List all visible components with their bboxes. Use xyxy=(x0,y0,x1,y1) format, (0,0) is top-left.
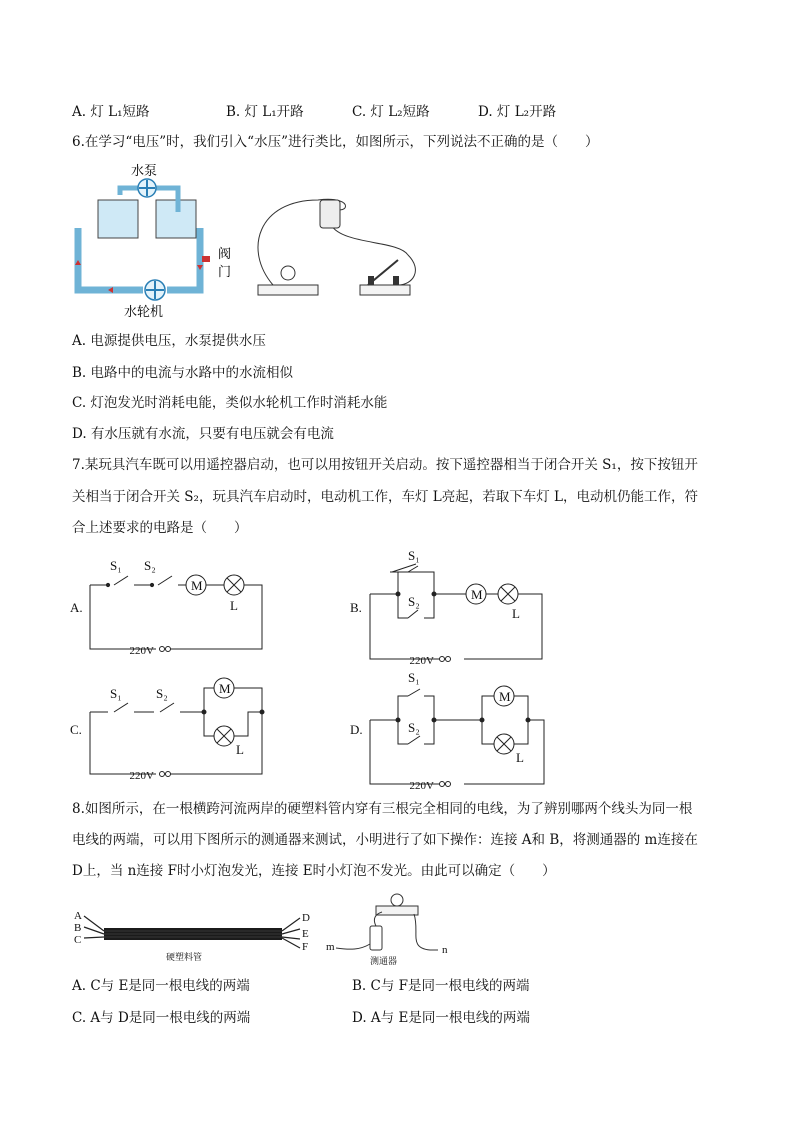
circuit-c-l: L xyxy=(236,742,244,757)
pipe-label: 硬塑料管 xyxy=(166,953,203,963)
bulb-icon xyxy=(281,266,295,280)
circuit-b-label: B. xyxy=(350,600,362,615)
lamp-board xyxy=(258,285,318,295)
q6-option-a: A. 电源提供电压，水泵提供水压 xyxy=(72,333,266,349)
q6-option-b: B. 电路中的电流与水路中的水流相似 xyxy=(72,365,294,381)
q6-stem: 6.在学习“电压”时，我们引入“水压”进行类比，如图所示，下列说法不正确的是（ ） xyxy=(72,134,599,150)
circuit-d-s2: S₂ xyxy=(408,720,420,735)
q8-stem-line2: 电线的两端，可以用下图所示的测通器来测试，小明进行了如下操作：连接 A和 B，将测通器的 m连接在 xyxy=(72,832,698,848)
circuit-c-s1: S₁ xyxy=(110,686,122,701)
q8-option-a: A. C与 E是同一根电线的两端 xyxy=(72,978,250,994)
circuit-c-v: 220V xyxy=(129,770,154,782)
end-label-c: C xyxy=(74,934,82,946)
circuit-b-s2: S₂ xyxy=(408,594,420,609)
q7-stem-line1: 7.某玩具汽车既可以用遥控器启动，也可以用按钮开关启动。按下遥控器相当于闭合开关 S₁，按下按钮开 xyxy=(72,457,698,473)
circuit-a-s2: S₂ xyxy=(144,558,156,573)
circuit-a-label: A. xyxy=(70,600,83,615)
circuit-b-l: L xyxy=(512,606,520,621)
end-label-a: A xyxy=(74,910,82,922)
q5-option-b: B. 灯 L₁开路 xyxy=(226,104,304,120)
circuit-a-m: M xyxy=(191,578,203,593)
end-label-d: D xyxy=(302,912,310,924)
q6-option-c: C. 灯泡发光时消耗电能，类似水轮机工作时消耗水能 xyxy=(72,395,388,411)
circuit-a-l: L xyxy=(230,598,238,613)
turbine-label: 水轮机 xyxy=(124,305,164,320)
circuit-d-label: D. xyxy=(350,722,363,737)
q8-stem-line1: 8.如图所示，在一根横跨河流两岸的硬塑料管内穿有三根完全相同的电线，为了辨别哪两个线头为同一根 xyxy=(72,801,693,817)
lead-m xyxy=(336,944,370,949)
valve-label-1: 阀 xyxy=(218,247,232,262)
valve-icon xyxy=(202,256,210,262)
end-label-e: E xyxy=(302,928,309,940)
q7-stem-line2: 关相当于闭合开关 S₂，玩具汽车启动时，电动机工作，车灯 L亮起，若取下车灯 L，电动机仍能工作，符 xyxy=(72,489,698,505)
lead-n xyxy=(414,914,438,950)
end-label-b: B xyxy=(74,922,82,934)
q7-stem-line3: 合上述要求的电路是（ ） xyxy=(72,520,248,536)
circuit-a-s1: S₁ xyxy=(110,558,122,573)
q5-option-d: D. 灯 L₂开路 xyxy=(478,104,557,120)
circuit-c-s2: S₂ xyxy=(156,686,168,701)
circuit-d-l: L xyxy=(516,750,524,765)
q6-figure xyxy=(68,160,440,322)
circuit-d-m: M xyxy=(499,689,511,704)
circuit-d-wires xyxy=(370,689,544,784)
circuit-a-v: 220V xyxy=(129,645,154,657)
q8-option-d: D. A与 E是同一根电线的两端 xyxy=(352,1010,530,1026)
lead-n-label: n xyxy=(442,944,448,956)
circuit-d-v: 220V xyxy=(409,780,434,792)
tester-board xyxy=(376,906,418,915)
q5-option-a: A. 灯 L₁短路 xyxy=(72,104,150,120)
left-wire-ends xyxy=(84,916,104,938)
q8-stem-line3: D上，当 n连接 F时小灯泡发光，连接 E时小灯泡不发光。由此可以确定（ ） xyxy=(72,863,556,879)
q7-circuits xyxy=(68,548,728,792)
circuit-b-v: 220V xyxy=(409,655,434,667)
q8-figure xyxy=(70,892,470,968)
battery-icon xyxy=(320,200,340,228)
q8-option-c: C. A与 D是同一根电线的两端 xyxy=(72,1010,251,1026)
circuit-d-s1: S₁ xyxy=(408,670,420,685)
tester-bulb-icon xyxy=(391,894,403,906)
circuit-b-m: M xyxy=(471,587,483,602)
right-wire-ends xyxy=(282,918,300,948)
q6-option-d: D. 有水压就有水流，只要有电压就会有电流 xyxy=(72,426,334,442)
end-label-f: F xyxy=(302,941,309,953)
circuit-c-label: C. xyxy=(70,722,82,737)
switch-board xyxy=(360,285,410,295)
circuit-b-s1: S₁ xyxy=(408,548,420,563)
valve-label-2: 门 xyxy=(218,265,232,280)
q5-option-c: C. 灯 L₂短路 xyxy=(352,104,430,120)
circuit-c-m: M xyxy=(219,681,231,696)
lead-m-label: m xyxy=(326,941,335,953)
tester-label: 测通器 xyxy=(370,957,398,967)
q8-option-b: B. C与 F是同一根电线的两端 xyxy=(352,978,530,994)
pump-label: 水泵 xyxy=(131,164,158,179)
tester-battery-icon xyxy=(370,926,382,950)
left-beaker xyxy=(98,200,138,238)
